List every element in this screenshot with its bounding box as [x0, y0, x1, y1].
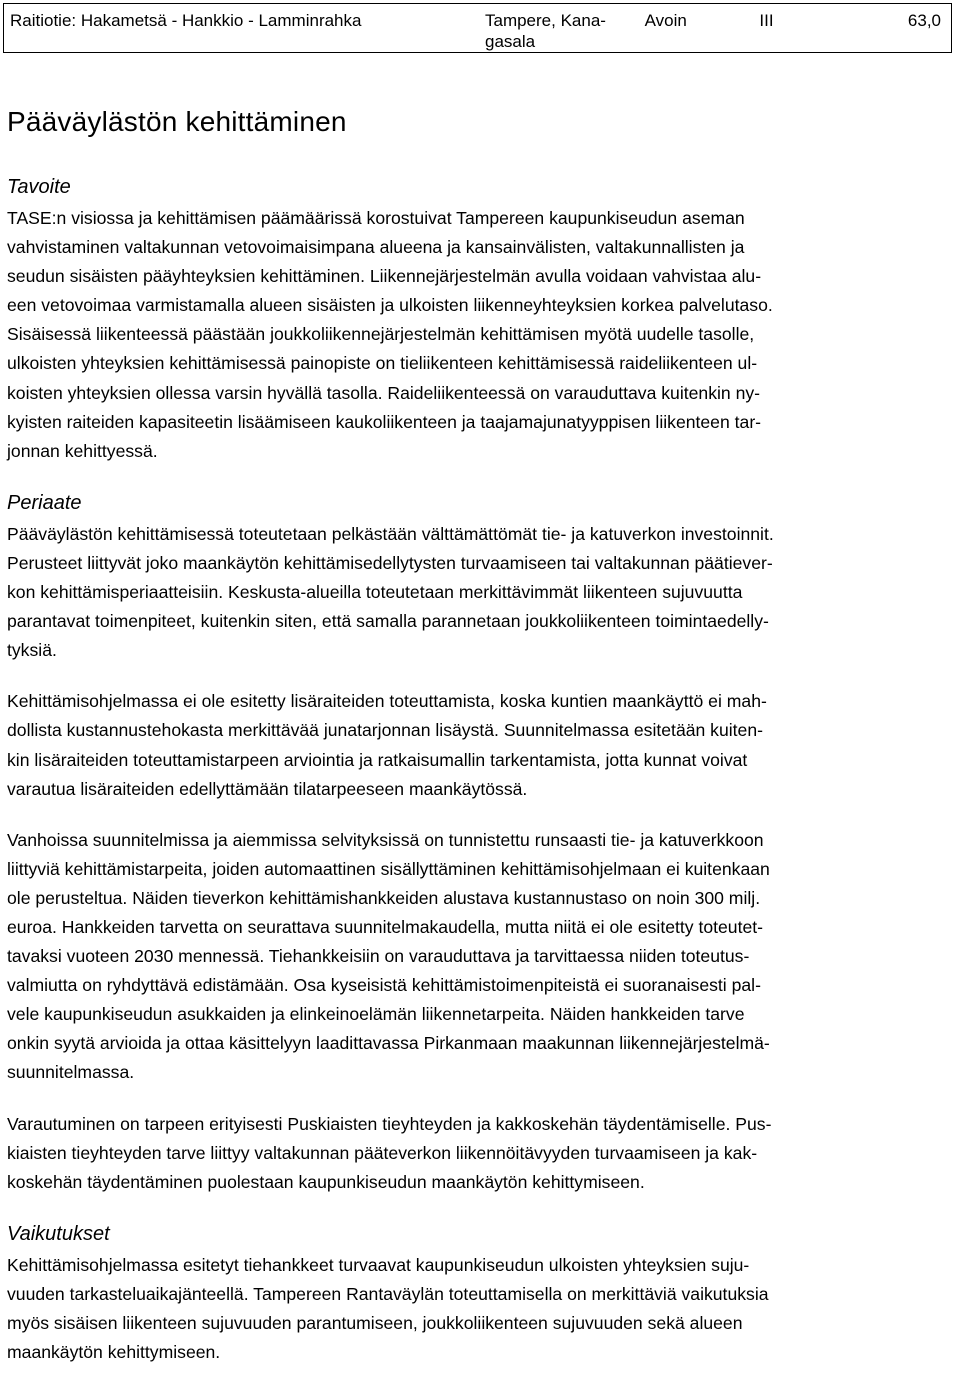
- text-line: koisten yhteyksien ollessa varsin hyvällä tasolla. Raideliikenteessä on varauduttava kuitenkin ny-: [7, 382, 761, 403]
- text-line: ole perusteltua. Näiden tieverkon kehittämishankkeiden alustava kustannustaso on noin 300 milj.: [7, 887, 761, 908]
- page-title: Pääväylästön kehittäminen: [7, 106, 347, 137]
- text-line: koskehän täydentäminen puolestaan kaupunkiseudun maankäytön kehittymiseen.: [7, 1171, 645, 1192]
- text-line: kin lisäraiteiden toteuttamistarpeen arviointia ja ratkaisumallin tarkentamista, jotta kunnat voivat: [7, 749, 748, 770]
- tavoite-paragraph: [7, 204, 955, 466]
- text-line: Kehittämisohjelmassa esitetyt tiehankkeet turvaavat kaupunkiseudun ulkoisten yhteyksien suju-: [7, 1254, 750, 1275]
- text-line: ulkoisten yhteyksien kehittämisessä painopiste on tieliikenteen kehittämisessä raideliikenteen ul-: [7, 353, 758, 374]
- text-line: liittyviä kehittämistarpeita, joiden automaattinen sisällyttäminen kehittämisohjelmaan ei kuitenkaan: [7, 858, 770, 879]
- place-name: [485, 4, 645, 52]
- text-line: jonnan kehittyessä.: [7, 440, 158, 461]
- text-line: Perusteet liittyvät joko maankäytön kehittämisedellytysten turvaamiseen tai valtakunnan päätiever-: [7, 552, 773, 573]
- place-line-2: gasala: [484, 32, 536, 51]
- text-line: dollista kustannustehokasta merkittävää junatarjonnan lisäystä. Suunnitelmassa esitetään kuiten-: [7, 720, 763, 741]
- text-line: valmiutta on ryhdyttävä edistämään. Osa kyseisistä kehittämistoimenpiteistä ei suoranaisesti pal-: [7, 975, 761, 996]
- text-line: tyksiä.: [7, 640, 57, 661]
- header-table: [3, 3, 952, 53]
- place-line-1: Tampere, Kana-: [484, 11, 606, 30]
- text-line: kyisten raiteiden kapasiteetin lisäämiseen kaukoliikenteen ja taajamajunatyyppisen liikenteen tar-: [7, 411, 762, 432]
- text-line: Varautuminen on tarpeen erityisesti Puskiaisten tieyhteyden ja kakkoskehän täydentämiselle. Pus-: [7, 1113, 772, 1134]
- text-line: Vanhoissa suunnitelmissa ja aiemmissa selvityksissä on tunnistettu runsaasti tie- ja katuverkkoon: [7, 829, 764, 850]
- text-line: vahvistaminen valtakunnan vetovoimaisimpana alueena ja kansainvälisten, valtakunnallisten ja: [7, 237, 745, 258]
- class-value: III: [759, 11, 774, 30]
- text-line: suunnitelmassa.: [7, 1062, 135, 1083]
- text-line: vele kaupunkiseudun asukkaiden ja elinkeinoelämän liikennetarpeita. Näiden hankkeiden tarve: [7, 1004, 745, 1025]
- text-line: Kehittämisohjelmassa ei ole esitetty lisäraiteiden toteuttamista, koska kuntien maankäyttö ei mah-: [7, 691, 767, 712]
- text-line: vuuden tarkasteluaikajänteellä. Tampereen Rantaväylän toteuttamisella on merkittäviä vaikutuksia: [7, 1283, 769, 1304]
- periaate-paragraph-4: [7, 1110, 955, 1197]
- text-line: TASE:n visiossa ja kehittämisen päämäärissä korostuivat Tampereen kaupunkiseudun aseman: [7, 208, 745, 228]
- text-line: een vetovoimaa varmistamalla alueen sisäisten ja ulkoisten liikenneyhteyksien korkea palvelutaso.: [7, 295, 773, 316]
- status: Avoin: [644, 11, 687, 30]
- section-heading-vaikutukset: Vaikutukset: [7, 1222, 110, 1245]
- text-line: kiaisten tieyhteyden tarve liittyy valtakunnan pääteverkon liikennöitävyyden turvaamiseen ja kak-: [7, 1142, 758, 1163]
- periaate-paragraph-1: [7, 520, 955, 665]
- periaate-paragraph-3: [7, 826, 955, 1088]
- section-heading-tavoite: Tavoite: [7, 176, 71, 198]
- text-line: Sisäisessä liikenteessä päästään joukkoliikennejärjestelmän kehittämisen myötä uudelle tasolle,: [7, 324, 755, 345]
- text-line: onkin syytä arvioida ja ottaa käsittelyyn laadittavassa Pirkanmaan maakunnan liikennejärjestelmä-: [7, 1033, 770, 1054]
- vaikutukset-paragraph: [7, 1251, 955, 1367]
- text-line: euroa. Hankkeiden tarvetta on seurattava suunnitelmakaudella, mutta niitä ei ole esitetty toteutet-: [7, 916, 763, 937]
- text-line: tavaksi vuoteen 2030 mennessä. Tiehankkeisiin on varauduttava ja tarvittaessa niiden toteutus-: [7, 946, 750, 967]
- text-line: kon kehittämisperiaatteisiin. Keskusta-alueilla toteutetaan merkittävimmät liikenteen sujuvuutta: [7, 582, 743, 603]
- text-line: myös sisäisen liikenteen sujuvuuden parantumiseen, joukkoliikenteen sujuvuuden sekä alueen: [7, 1313, 743, 1333]
- periaate-paragraph-2: [7, 687, 955, 803]
- section-heading-periaate: Periaate: [7, 491, 82, 514]
- text-line: Pääväylästön kehittämisessä toteutetaan pelkästään välttämättömät tie- ja katuverkon investoinnit.: [7, 523, 774, 544]
- km-value: 63,0: [907, 11, 941, 30]
- text-line: seudun sisäisten pääyhteyksien kehittäminen. Liikennejärjestelmän avulla voidaan vahvistaa alu-: [7, 266, 762, 287]
- text-line: maankäytön kehittymiseen.: [7, 1342, 221, 1363]
- document-body: [7, 100, 955, 1367]
- text-line: varautua lisäraiteiden edellyttämään tilatarpeeseen maankäytössä.: [7, 778, 528, 799]
- text-line: parantavat toimenpiteet, kuitenkin siten, että samalla parannetaan joukkoliikenteen toimintaedelly-: [7, 611, 769, 632]
- route-name: Raitiotie: Hakametsä - Hankkio - Lamminrahka: [10, 11, 362, 30]
